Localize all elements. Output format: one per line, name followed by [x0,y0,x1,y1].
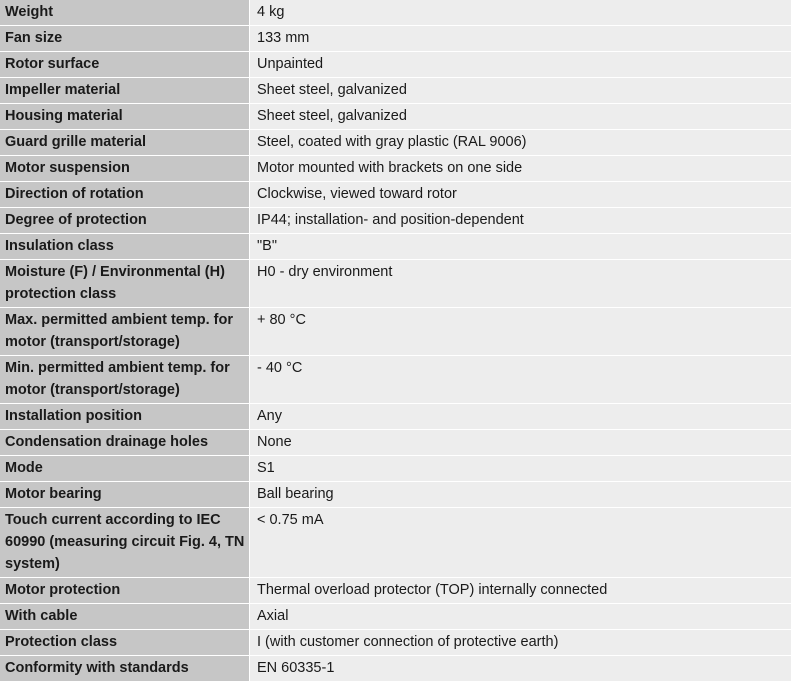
table-row [0,26,791,52]
spec-value: EN 60335-1 [250,656,791,682]
spec-label: Min. permitted ambient temp. for motor (transport/storage) [0,356,250,404]
spec-value: Motor mounted with brackets on one side [250,156,791,182]
spec-label: Mode [0,456,250,482]
table-row [0,308,791,356]
spec-value: Ball bearing [250,482,791,508]
spec-value: 4 kg [250,0,791,26]
spec-label: Motor bearing [0,482,250,508]
table-row [0,456,791,482]
spec-label: Rotor surface [0,52,250,78]
spec-value: IP44; installation- and position-dependent [250,208,791,234]
spec-value: - 40 °C [250,356,791,404]
spec-value: S1 [250,456,791,482]
spec-value: 133 mm [250,26,791,52]
spec-label: Weight [0,0,250,26]
spec-label: Degree of protection [0,208,250,234]
table-row [0,404,791,430]
spec-value: None [250,430,791,456]
spec-value: Clockwise, viewed toward rotor [250,182,791,208]
table-row [0,356,791,404]
spec-value: < 0.75 mA [250,508,791,578]
spec-label: Max. permitted ambient temp. for motor (transport/storage) [0,308,250,356]
spec-value: Thermal overload protector (TOP) internally connected [250,578,791,604]
table-row [0,78,791,104]
table-row [0,482,791,508]
spec-value: Unpainted [250,52,791,78]
spec-label: Impeller material [0,78,250,104]
table-row [0,156,791,182]
spec-value: H0 - dry environment [250,260,791,308]
spec-label: Motor protection [0,578,250,604]
spec-label: Housing material [0,104,250,130]
spec-value: + 80 °C [250,308,791,356]
spec-label: Guard grille material [0,130,250,156]
spec-label: Touch current according to IEC 60990 (measuring circuit Fig. 4, TN system) [0,508,250,578]
spec-label: Protection class [0,630,250,656]
spec-label: Moisture (F) / Environmental (H) protection class [0,260,250,308]
table-row [0,604,791,630]
spec-label: Direction of rotation [0,182,250,208]
spec-value: Any [250,404,791,430]
table-row [0,630,791,656]
table-row [0,52,791,78]
table-row [0,104,791,130]
spec-value: "B" [250,234,791,260]
spec-label: Insulation class [0,234,250,260]
spec-value: Axial [250,604,791,630]
table-row [0,430,791,456]
spec-value: Sheet steel, galvanized [250,78,791,104]
table-row [0,130,791,156]
table-row [0,234,791,260]
table-row [0,208,791,234]
spec-value: Sheet steel, galvanized [250,104,791,130]
table-row [0,508,791,578]
spec-label: Fan size [0,26,250,52]
spec-label: Installation position [0,404,250,430]
table-row [0,656,791,682]
spec-label: Motor suspension [0,156,250,182]
spec-label: With cable [0,604,250,630]
table-row [0,0,791,26]
table-row [0,182,791,208]
spec-value: Steel, coated with gray plastic (RAL 9006) [250,130,791,156]
spec-label: Conformity with standards [0,656,250,682]
spec-label: Condensation drainage holes [0,430,250,456]
table-row [0,260,791,308]
table-row [0,578,791,604]
spec-value: I (with customer connection of protective earth) [250,630,791,656]
